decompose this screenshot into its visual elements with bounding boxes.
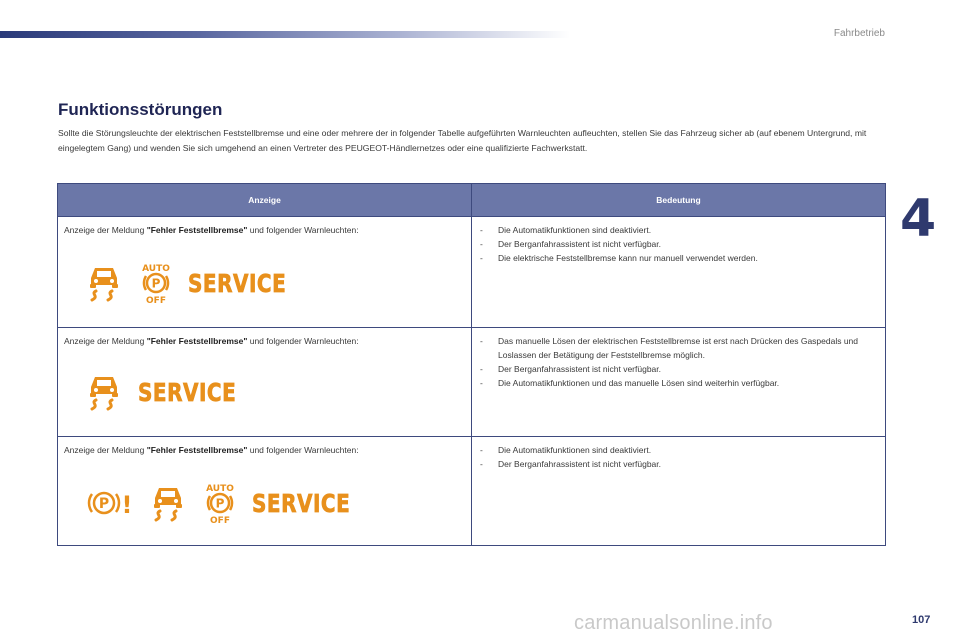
auto-p-off-icon	[138, 261, 174, 305]
meaning-list	[478, 443, 879, 471]
message-prefix: Anzeige der Meldung	[64, 445, 147, 455]
meaning-cell	[472, 328, 886, 437]
meaning-item: - Der Berganfahrassistent ist nicht verfügbar.	[478, 237, 879, 251]
display-message	[64, 223, 465, 237]
display-cell	[58, 437, 472, 546]
auto-label: AUTO	[142, 264, 170, 274]
parking-brake-fault-icon	[84, 483, 134, 523]
section-label: Fahrbetrieb	[833, 28, 885, 39]
table-row	[58, 217, 886, 328]
meaning-cell	[472, 217, 886, 328]
watermark: carmanualsonline.info	[574, 612, 773, 634]
header-gradient-bar	[0, 31, 570, 38]
off-label: OFF	[210, 516, 230, 525]
meaning-list	[478, 223, 879, 265]
meaning-item: - Die Automatikfunktionen und das manuelle Lösen sind weiterhin verfügbar.	[478, 376, 879, 390]
display-message	[64, 443, 465, 457]
page-number: 107	[912, 614, 931, 626]
meaning-item: - Die Automatikfunktionen sind deaktiviert.	[478, 223, 879, 237]
off-label: OFF	[146, 296, 166, 305]
p-label: P	[215, 496, 225, 511]
meaning-item: - Die Automatikfunktionen sind deaktiviert.	[478, 443, 879, 457]
skid-icon	[84, 372, 124, 412]
message-suffix: und folgender Warnleuchten:	[247, 225, 359, 235]
table-row	[58, 437, 886, 546]
p-label: P	[98, 496, 110, 512]
header-meaning: Bedeutung	[472, 184, 886, 217]
page-title: Funktionsstörungen	[58, 100, 223, 119]
skid-icon	[84, 263, 124, 303]
fault-table	[57, 183, 886, 546]
skid-icon	[148, 483, 188, 523]
message-name: "Fehler Feststellbremse"	[146, 336, 248, 346]
meaning-cell	[472, 437, 886, 546]
exclaim-label: !	[121, 491, 133, 519]
display-message	[64, 334, 465, 348]
display-cell	[58, 328, 472, 437]
message-prefix: Anzeige der Meldung	[64, 225, 147, 235]
service-icon: SERVICE	[188, 268, 287, 298]
display-cell	[58, 217, 472, 328]
warning-lights	[84, 372, 465, 412]
table-row	[58, 328, 886, 437]
auto-label: AUTO	[206, 484, 234, 494]
warning-lights	[84, 261, 465, 305]
table-header-row	[58, 184, 886, 217]
service-icon: SERVICE	[138, 377, 237, 407]
meaning-item: - Der Berganfahrassistent ist nicht verfügbar.	[478, 457, 879, 471]
meaning-list	[478, 334, 879, 390]
message-name: "Fehler Feststellbremse"	[146, 445, 248, 455]
message-suffix: und folgender Warnleuchten:	[247, 336, 359, 346]
intro-paragraph: Sollte die Störungsleuchte der elektrischen Feststellbremse und eine oder mehrere der in folgender Tabelle aufgeführten Warnleuchten aufleuchten, stellen Sie das Fahrzeug sicher ab (auf ebenem Untergrund, mit eingelegtem Gang) und wenden Sie sich umgehend an einen Vertreter des PEUGEOT-Händlernetzes oder eine qualifizierte Fachwerkstatt.	[58, 128, 867, 153]
message-prefix: Anzeige der Meldung	[64, 336, 147, 346]
meaning-item: - Der Berganfahrassistent ist nicht verfügbar.	[478, 362, 879, 376]
meaning-item: - Das manuelle Lösen der elektrischen Feststellbremse ist erst nach Drücken des Gaspedals und Loslassen der Betätigung der Feststellbremse möglich.	[478, 334, 879, 362]
header-display: Anzeige	[58, 184, 472, 217]
warning-lights	[84, 481, 465, 525]
service-icon: SERVICE	[252, 488, 351, 518]
message-suffix: und folgender Warnleuchten:	[247, 445, 359, 455]
message-name: "Fehler Feststellbremse"	[146, 225, 248, 235]
auto-p-off-icon	[202, 481, 238, 525]
meaning-item: - Die elektrische Feststellbremse kann nur manuell verwendet werden.	[478, 251, 879, 265]
chapter-number: 4	[900, 189, 937, 249]
p-label: P	[151, 276, 161, 291]
